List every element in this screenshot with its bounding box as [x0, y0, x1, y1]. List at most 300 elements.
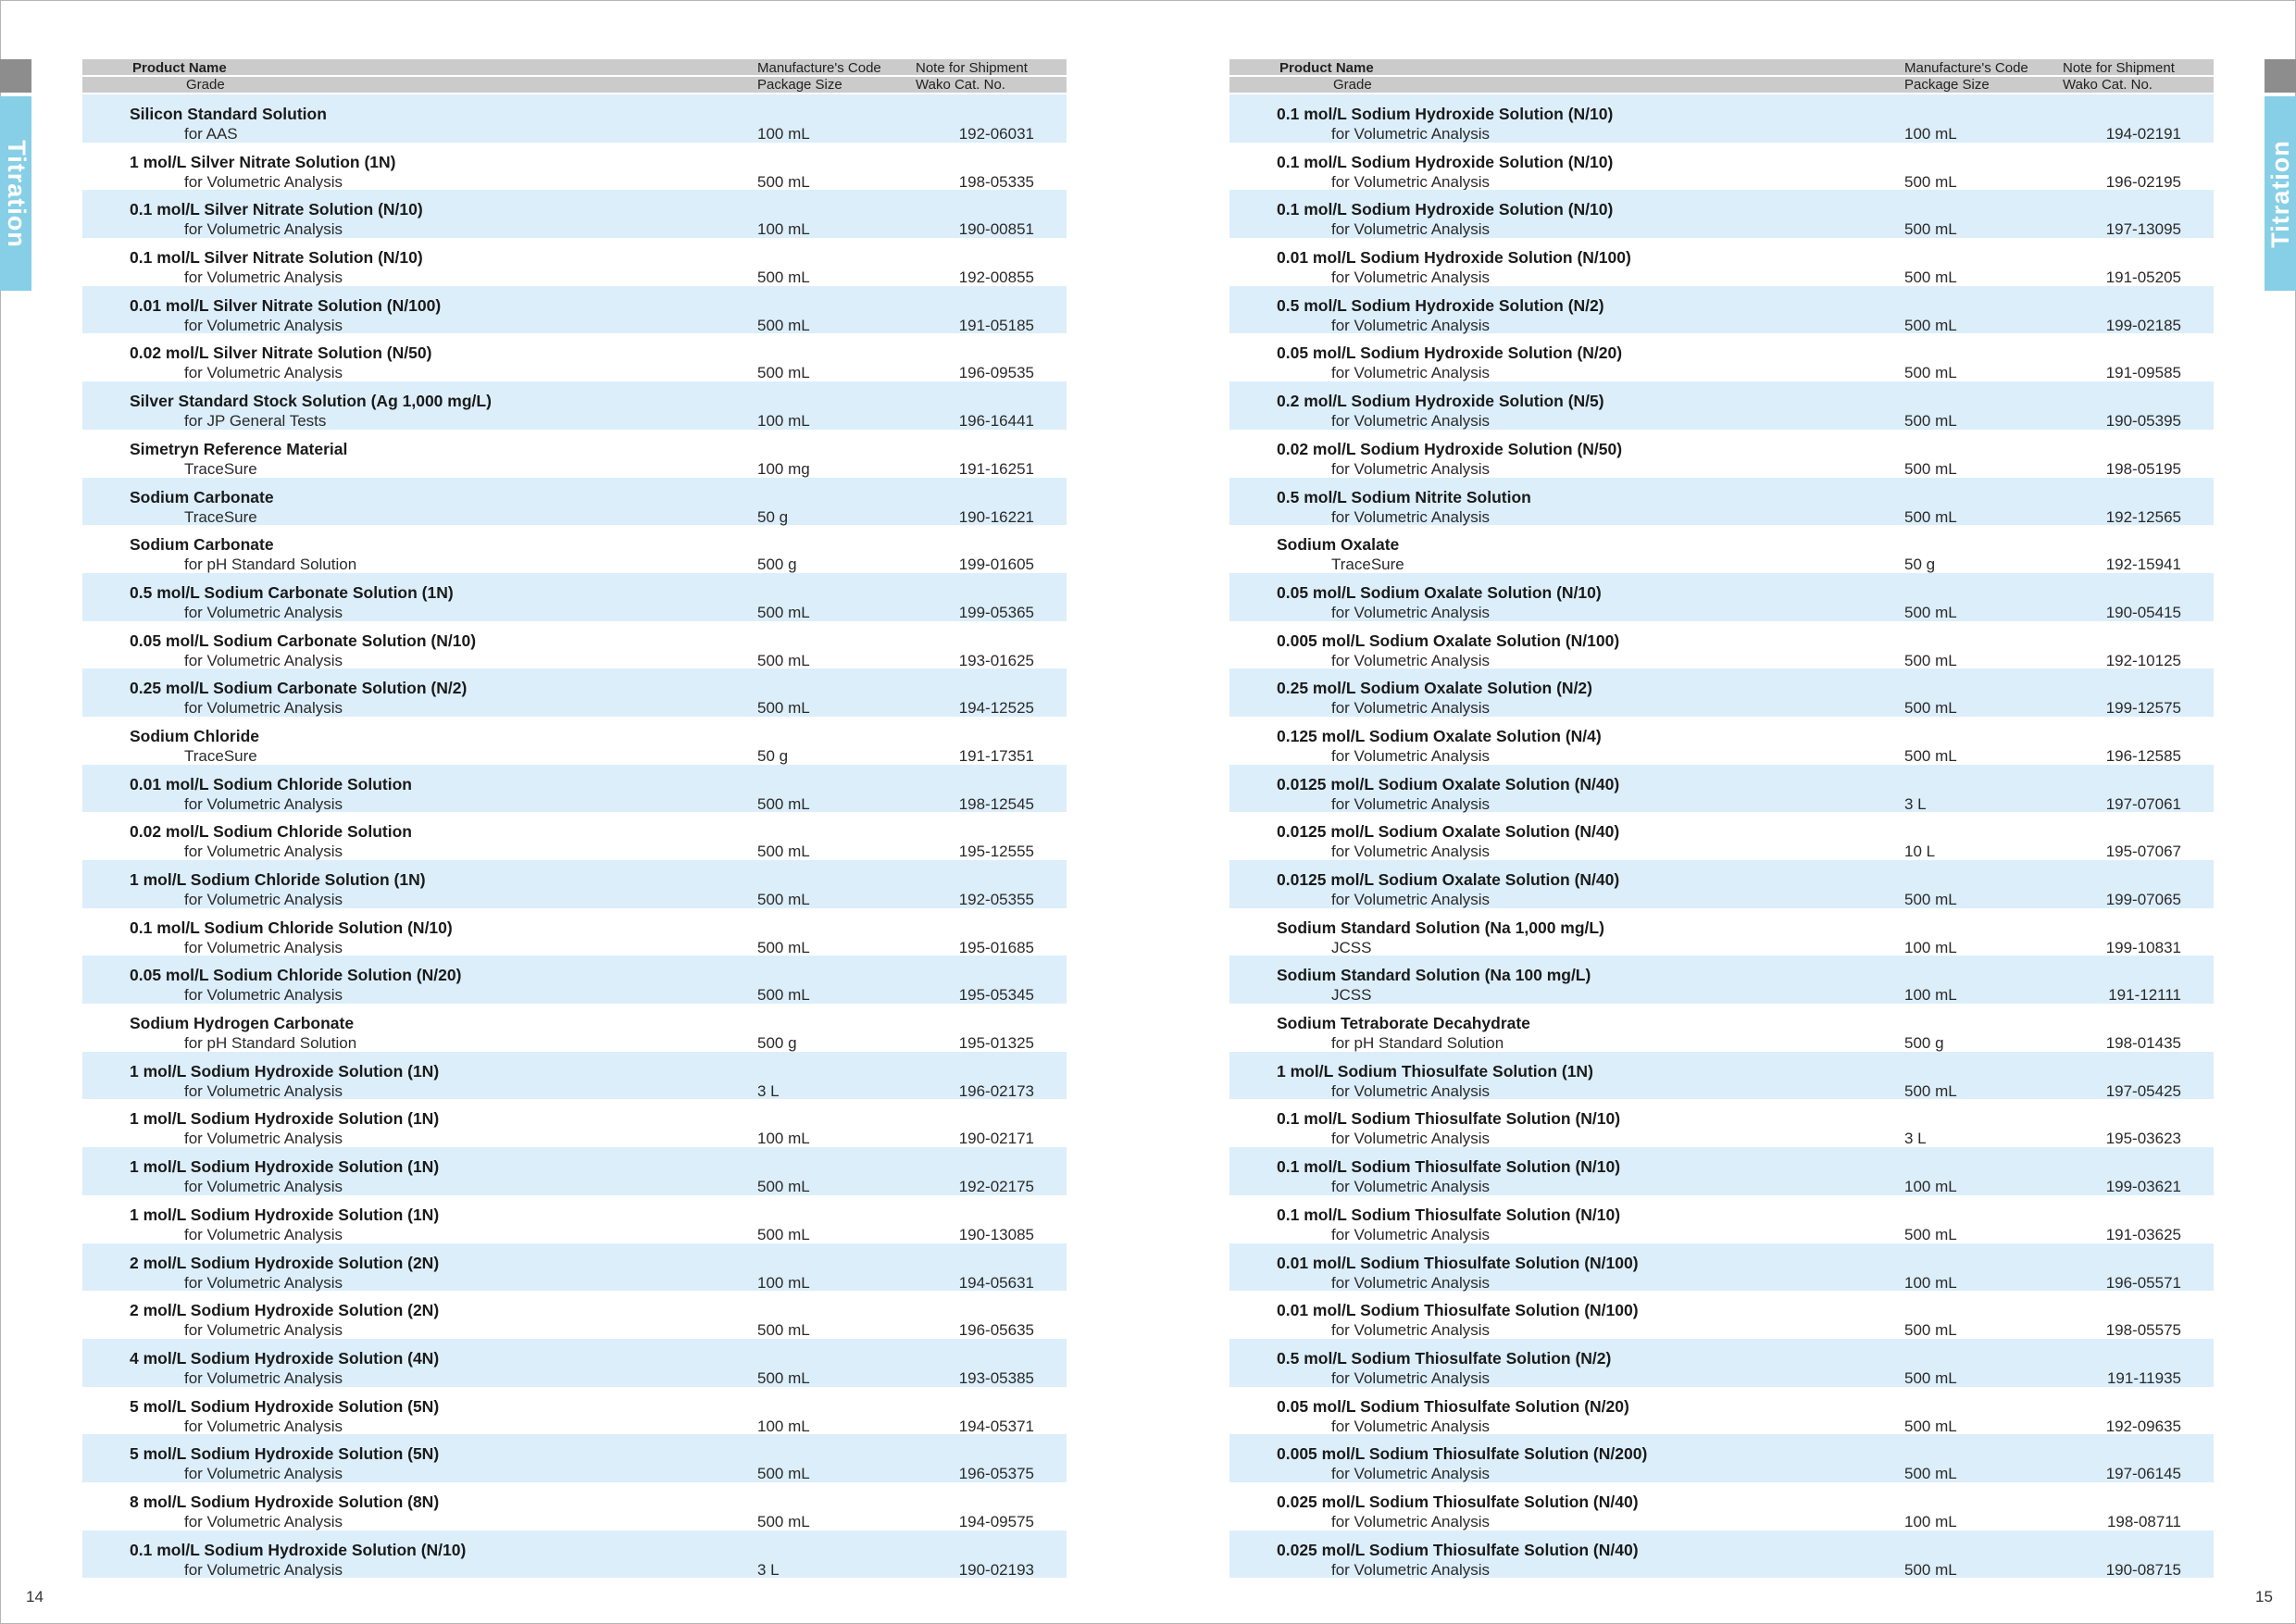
table-row — [1229, 333, 2214, 381]
product-name: 0.01 mol/L Sodium Thiosulfate Solution (N/100) — [1277, 1253, 1639, 1272]
product-grade: for Volumetric Analysis — [184, 1368, 343, 1387]
cat-no: 198-12545 — [958, 794, 1034, 813]
right-product-table — [1229, 59, 2214, 1578]
package-size: 100 mL — [1904, 125, 1957, 143]
package-size: 500 mL — [1904, 746, 1957, 765]
product-name: 0.02 mol/L Sodium Hydroxide Solution (N/50) — [1277, 439, 1623, 458]
table-row — [1229, 1099, 2214, 1147]
table-row — [1229, 1387, 2214, 1435]
table-row — [1229, 1147, 2214, 1195]
cat-no: 197-07061 — [2105, 794, 2181, 813]
package-size: 100 mL — [757, 1273, 810, 1292]
product-name: 0.25 mol/L Sodium Carbonate Solution (N/2) — [130, 679, 468, 698]
product-grade: for pH Standard Solution — [1331, 1034, 1504, 1053]
product-name: Simetryn Reference Material — [130, 439, 348, 458]
product-grade: for Volumetric Analysis — [184, 794, 343, 813]
product-grade: for Volumetric Analysis — [184, 220, 343, 239]
cat-no: 191-03625 — [2105, 1225, 2181, 1243]
left-table-body — [82, 94, 1067, 1578]
product-grade: for Volumetric Analysis — [1331, 316, 1491, 334]
package-size: 500 mL — [1904, 1368, 1957, 1387]
left-product-table — [82, 59, 1067, 1578]
package-size: 500 mL — [757, 1321, 810, 1340]
table-row — [82, 190, 1067, 238]
right-table-header — [1229, 59, 2214, 94]
cat-no: 190-00851 — [958, 220, 1034, 239]
product-grade: for Volumetric Analysis — [184, 986, 343, 1005]
header-note-for-shipment: Note for Shipment — [916, 60, 1028, 76]
product-grade: for Volumetric Analysis — [1331, 1512, 1491, 1530]
cat-no: 191-17351 — [958, 746, 1034, 765]
table-row — [82, 525, 1067, 573]
product-name: Sodium Standard Solution (Na 1,000 mg/L) — [1277, 918, 1604, 937]
product-name: 1 mol/L Sodium Hydroxide Solution (1N) — [130, 1157, 440, 1177]
package-size: 500 mL — [757, 794, 810, 813]
cat-no: 191-05185 — [958, 316, 1034, 334]
product-grade: for pH Standard Solution — [184, 1034, 357, 1053]
cat-no: 192-09635 — [2105, 1417, 2181, 1435]
product-name: 0.0125 mol/L Sodium Oxalate Solution (N/40) — [1277, 822, 1620, 842]
table-row — [82, 956, 1067, 1004]
header-cat-no: Wako Cat. No. — [2063, 77, 2152, 93]
product-grade: for pH Standard Solution — [184, 556, 357, 574]
table-row — [1229, 717, 2214, 765]
package-size: 500 mL — [1904, 1225, 1957, 1243]
package-size: 500 mL — [757, 891, 810, 908]
package-size: 100 mL — [757, 1417, 810, 1435]
product-grade: for Volumetric Analysis — [1331, 1560, 1491, 1579]
table-row — [82, 1243, 1067, 1292]
package-size: 500 mL — [757, 1225, 810, 1243]
table-row — [1229, 190, 2214, 238]
table-row — [1229, 238, 2214, 286]
table-row — [1229, 621, 2214, 669]
product-grade: TraceSure — [184, 507, 257, 526]
package-size: 500 mL — [757, 316, 810, 334]
product-grade: for Volumetric Analysis — [1331, 794, 1491, 813]
cat-no: 195-07067 — [2105, 843, 2181, 861]
cat-no: 191-12111 — [2108, 986, 2181, 1005]
cat-no: 195-01325 — [958, 1034, 1034, 1053]
cat-no: 190-16221 — [958, 507, 1034, 526]
product-grade: for Volumetric Analysis — [184, 269, 343, 287]
product-grade: for Volumetric Analysis — [1331, 172, 1491, 191]
table-row — [82, 1482, 1067, 1530]
header-product-name: Product Name — [1279, 60, 1374, 76]
table-row — [82, 908, 1067, 956]
product-name: 1 mol/L Sodium Hydroxide Solution (1N) — [130, 1109, 440, 1129]
table-row — [82, 1099, 1067, 1147]
cat-no: 192-00855 — [958, 269, 1034, 287]
cat-no: 190-05415 — [2105, 603, 2181, 621]
package-size: 100 mL — [1904, 1273, 1957, 1292]
product-grade: for Volumetric Analysis — [184, 843, 343, 861]
package-size: 500 mL — [1904, 1081, 1957, 1100]
package-size: 500 mL — [757, 172, 810, 191]
cat-no: 190-08715 — [2105, 1560, 2181, 1579]
table-row — [82, 286, 1067, 334]
product-grade: for Volumetric Analysis — [1331, 891, 1491, 908]
left-table-header — [82, 59, 1067, 94]
product-grade: for Volumetric Analysis — [184, 1560, 343, 1579]
cat-no: 198-05575 — [2105, 1321, 2181, 1340]
cat-no: 192-12565 — [2105, 507, 2181, 526]
package-size: 500 mL — [1904, 507, 1957, 526]
product-name: 0.02 mol/L Silver Nitrate Solution (N/50) — [130, 344, 432, 363]
table-row — [82, 238, 1067, 286]
cat-no: 194-12525 — [958, 699, 1034, 718]
product-grade: for JP General Tests — [184, 412, 327, 431]
cat-no: 194-09575 — [958, 1512, 1034, 1530]
table-row — [1229, 143, 2214, 191]
cat-no: 198-05195 — [2105, 459, 2181, 478]
package-size: 100 mL — [757, 220, 810, 239]
table-row — [82, 1004, 1067, 1052]
package-size: 3 L — [757, 1560, 780, 1579]
package-size: 50 g — [757, 746, 789, 765]
cat-no: 193-05385 — [958, 1368, 1034, 1387]
table-row — [82, 1052, 1067, 1100]
package-size: 500 mL — [1904, 651, 1957, 669]
product-grade: for Volumetric Analysis — [1331, 1465, 1491, 1483]
product-name: 0.1 mol/L Sodium Hydroxide Solution (N/10) — [1277, 200, 1614, 219]
table-row — [1229, 1482, 2214, 1530]
package-size: 500 mL — [1904, 220, 1957, 239]
table-row — [1229, 1195, 2214, 1243]
product-grade: for Volumetric Analysis — [1331, 220, 1491, 239]
product-grade: for Volumetric Analysis — [1331, 507, 1491, 526]
header-manufacturer-code: Manufacture's Code — [757, 60, 881, 76]
table-row — [82, 765, 1067, 813]
product-grade: for Volumetric Analysis — [1331, 1321, 1491, 1340]
product-grade: for Volumetric Analysis — [1331, 1368, 1491, 1387]
package-size: 500 mL — [1904, 1560, 1957, 1579]
table-row — [1229, 94, 2214, 143]
product-name: 1 mol/L Sodium Hydroxide Solution (1N) — [130, 1205, 440, 1224]
package-size: 500 mL — [1904, 699, 1957, 718]
package-size: 100 mg — [757, 459, 810, 478]
page-number-left: 14 — [26, 1588, 44, 1605]
product-name: 0.1 mol/L Sodium Hydroxide Solution (N/10) — [1277, 105, 1614, 123]
cat-no: 194-05631 — [958, 1273, 1034, 1292]
product-name: 0.1 mol/L Silver Nitrate Solution (N/10) — [130, 200, 423, 219]
cat-no: 190-02193 — [958, 1560, 1034, 1579]
table-row — [1229, 1004, 2214, 1052]
cat-no: 191-09585 — [2105, 364, 2181, 382]
product-grade: for Volumetric Analysis — [184, 1417, 343, 1435]
package-size: 500 mL — [757, 603, 810, 621]
product-grade: for Volumetric Analysis — [184, 1130, 343, 1148]
product-grade: JCSS — [1331, 986, 1372, 1005]
table-row — [1229, 525, 2214, 573]
product-name: 0.025 mol/L Sodium Thiosulfate Solution (N/40) — [1277, 1540, 1639, 1559]
product-name: 0.5 mol/L Sodium Carbonate Solution (1N) — [130, 582, 454, 602]
product-grade: for Volumetric Analysis — [184, 1512, 343, 1530]
table-row — [1229, 1530, 2214, 1579]
left-section-tab — [0, 96, 31, 291]
product-grade: for Volumetric Analysis — [1331, 459, 1491, 478]
cat-no: 199-10831 — [2105, 938, 2181, 956]
product-name: 0.1 mol/L Sodium Hydroxide Solution (N/10) — [1277, 152, 1614, 171]
cat-no: 192-05355 — [958, 891, 1034, 908]
left-section-tab-label: Titration — [2, 139, 31, 248]
package-size: 100 mL — [757, 125, 810, 143]
product-name: 0.01 mol/L Sodium Chloride Solution — [130, 774, 412, 793]
table-row — [82, 1147, 1067, 1195]
cat-no: 190-02171 — [958, 1130, 1034, 1148]
product-grade: for Volumetric Analysis — [184, 1273, 343, 1292]
cat-no: 199-07065 — [2105, 891, 2181, 908]
cat-no: 199-12575 — [2105, 699, 2181, 718]
product-name: Sodium Hydrogen Carbonate — [130, 1014, 355, 1033]
cat-no: 198-08711 — [2106, 1512, 2181, 1530]
table-row — [1229, 812, 2214, 860]
package-size: 500 mL — [757, 1512, 810, 1530]
right-gray-marker — [2265, 59, 2296, 93]
table-row — [82, 573, 1067, 621]
product-grade: for Volumetric Analysis — [184, 172, 343, 191]
table-row — [82, 1339, 1067, 1387]
header-package-size: Package Size — [1904, 77, 1990, 93]
product-name: 0.1 mol/L Sodium Hydroxide Solution (N/10) — [130, 1540, 467, 1559]
package-size: 500 mL — [757, 364, 810, 382]
product-name: 0.01 mol/L Sodium Hydroxide Solution (N/100) — [1277, 248, 1631, 268]
package-size: 500 mL — [757, 269, 810, 287]
package-size: 500 g — [757, 1034, 797, 1053]
product-name: 1 mol/L Sodium Hydroxide Solution (1N) — [130, 1061, 440, 1081]
product-grade: for Volumetric Analysis — [1331, 1417, 1491, 1435]
table-row — [1229, 430, 2214, 478]
product-name: Sodium Chloride — [130, 726, 259, 745]
product-name: 0.5 mol/L Sodium Nitrite Solution — [1277, 487, 1531, 506]
cat-no: 198-01435 — [2105, 1034, 2181, 1053]
table-row — [1229, 1434, 2214, 1482]
product-name: 0.5 mol/L Sodium Hydroxide Solution (N/2) — [1277, 295, 1604, 315]
table-row — [1229, 478, 2214, 526]
product-grade: TraceSure — [184, 746, 257, 765]
product-grade: for Volumetric Analysis — [184, 1081, 343, 1100]
package-size: 500 mL — [757, 843, 810, 861]
product-grade: for Volumetric Analysis — [1331, 1225, 1491, 1243]
product-name: 0.125 mol/L Sodium Oxalate Solution (N/4) — [1277, 726, 1602, 745]
table-row — [1229, 381, 2214, 430]
package-size: 500 mL — [1904, 1417, 1957, 1435]
product-name: Sodium Oxalate — [1277, 535, 1400, 555]
product-grade: for Volumetric Analysis — [1331, 1273, 1491, 1292]
cat-no: 196-02173 — [958, 1081, 1034, 1100]
cat-no: 192-06031 — [958, 125, 1034, 143]
table-row — [1229, 1291, 2214, 1339]
product-name: 1 mol/L Sodium Thiosulfate Solution (1N) — [1277, 1061, 1593, 1081]
product-name: 0.05 mol/L Sodium Hydroxide Solution (N/20) — [1277, 344, 1623, 363]
cat-no: 191-16251 — [958, 459, 1034, 478]
package-size: 500 mL — [1904, 412, 1957, 431]
product-name: Silicon Standard Solution — [130, 105, 327, 123]
product-name: 0.01 mol/L Sodium Thiosulfate Solution (N/100) — [1277, 1301, 1639, 1320]
package-size: 50 g — [1904, 556, 1936, 574]
product-name: 8 mol/L Sodium Hydroxide Solution (8N) — [130, 1492, 440, 1511]
header-grade: Grade — [1333, 77, 1372, 93]
table-row — [1229, 573, 2214, 621]
product-grade: for Volumetric Analysis — [1331, 125, 1491, 143]
cat-no: 199-01605 — [958, 556, 1034, 574]
package-size: 500 mL — [1904, 1465, 1957, 1483]
product-name: 1 mol/L Sodium Chloride Solution (1N) — [130, 870, 426, 889]
table-row — [82, 860, 1067, 908]
table-row — [82, 1195, 1067, 1243]
product-grade: TraceSure — [184, 459, 257, 478]
table-row — [1229, 668, 2214, 717]
header-manufacturer-code: Manufacture's Code — [1904, 60, 2028, 76]
table-row — [1229, 860, 2214, 908]
product-name: 0.1 mol/L Sodium Thiosulfate Solution (N/10) — [1277, 1109, 1621, 1129]
product-name: Sodium Carbonate — [130, 535, 274, 555]
cat-no: 197-05425 — [2105, 1081, 2181, 1100]
right-table-body — [1229, 94, 2214, 1578]
product-grade: for Volumetric Analysis — [184, 364, 343, 382]
package-size: 3 L — [1904, 794, 1927, 813]
cat-no: 196-16441 — [958, 412, 1034, 431]
cat-no: 191-05205 — [2105, 269, 2181, 287]
product-grade: JCSS — [1331, 938, 1372, 956]
cat-no: 196-05635 — [958, 1321, 1034, 1340]
product-name: Sodium Tetraborate Decahydrate — [1277, 1014, 1530, 1033]
cat-no: 192-15941 — [2105, 556, 2181, 574]
product-name: 0.005 mol/L Sodium Oxalate Solution (N/100) — [1277, 631, 1620, 650]
table-row — [82, 94, 1067, 143]
cat-no: 196-05375 — [958, 1465, 1034, 1483]
package-size: 50 g — [757, 507, 789, 526]
product-name: 0.1 mol/L Sodium Thiosulfate Solution (N/10) — [1277, 1157, 1621, 1177]
product-name: 0.01 mol/L Silver Nitrate Solution (N/100) — [130, 295, 442, 315]
right-section-tab — [2265, 96, 2296, 291]
product-grade: for Volumetric Analysis — [1331, 1178, 1491, 1196]
table-row — [82, 812, 1067, 860]
cat-no: 190-13085 — [958, 1225, 1034, 1243]
cat-no: 195-01685 — [958, 938, 1034, 956]
product-grade: for Volumetric Analysis — [1331, 746, 1491, 765]
product-name: 1 mol/L Silver Nitrate Solution (1N) — [130, 152, 396, 171]
package-size: 3 L — [1904, 1130, 1927, 1148]
package-size: 10 L — [1904, 843, 1936, 861]
table-row — [82, 668, 1067, 717]
cat-no: 192-02175 — [958, 1178, 1034, 1196]
product-grade: for Volumetric Analysis — [1331, 1081, 1491, 1100]
product-grade: for Volumetric Analysis — [184, 891, 343, 908]
table-row — [82, 1291, 1067, 1339]
package-size: 100 mL — [1904, 938, 1957, 956]
package-size: 500 mL — [1904, 603, 1957, 621]
cat-no: 194-05371 — [958, 1417, 1034, 1435]
product-grade: for Volumetric Analysis — [184, 651, 343, 669]
table-row — [82, 143, 1067, 191]
table-row — [82, 478, 1067, 526]
table-row — [82, 333, 1067, 381]
product-grade: for Volumetric Analysis — [1331, 651, 1491, 669]
table-row — [82, 430, 1067, 478]
table-row — [82, 621, 1067, 669]
cat-no: 196-05571 — [2105, 1273, 2181, 1292]
product-name: 0.0125 mol/L Sodium Oxalate Solution (N/40) — [1277, 774, 1620, 793]
package-size: 100 mL — [1904, 986, 1957, 1005]
left-gray-marker — [0, 59, 31, 93]
product-name: 0.1 mol/L Sodium Chloride Solution (N/10) — [130, 918, 453, 937]
product-grade: for Volumetric Analysis — [184, 1225, 343, 1243]
package-size: 500 mL — [757, 938, 810, 956]
header-product-name: Product Name — [132, 60, 227, 76]
product-name: 0.1 mol/L Silver Nitrate Solution (N/10) — [130, 248, 423, 268]
product-grade: for Volumetric Analysis — [1331, 1130, 1491, 1148]
product-name: 0.1 mol/L Sodium Thiosulfate Solution (N/10) — [1277, 1205, 1621, 1224]
package-size: 500 mL — [1904, 364, 1957, 382]
package-size: 500 mL — [757, 699, 810, 718]
table-row — [82, 1530, 1067, 1579]
cat-no: 199-03621 — [2105, 1178, 2181, 1196]
package-size: 100 mL — [757, 412, 810, 431]
package-size: 500 mL — [757, 1465, 810, 1483]
product-name: 0.02 mol/L Sodium Chloride Solution — [130, 822, 412, 842]
right-section-tab-label: Titration — [2265, 139, 2294, 248]
package-size: 500 mL — [1904, 172, 1957, 191]
page-number-right: 15 — [2255, 1588, 2273, 1605]
header-cat-no: Wako Cat. No. — [916, 77, 1005, 93]
product-name: 0.0125 mol/L Sodium Oxalate Solution (N/40) — [1277, 870, 1620, 889]
product-grade: for Volumetric Analysis — [184, 938, 343, 956]
product-name: 5 mol/L Sodium Hydroxide Solution (5N) — [130, 1444, 440, 1464]
cat-no: 196-02195 — [2105, 172, 2181, 191]
table-row — [1229, 1052, 2214, 1100]
product-name: 0.05 mol/L Sodium Oxalate Solution (N/10) — [1277, 582, 1602, 602]
product-grade: for Volumetric Analysis — [184, 316, 343, 334]
product-name: 0.05 mol/L Sodium Carbonate Solution (N/10) — [130, 631, 477, 650]
product-name: 4 mol/L Sodium Hydroxide Solution (4N) — [130, 1348, 440, 1368]
table-row — [1229, 956, 2214, 1004]
cat-no: 195-12555 — [958, 843, 1034, 861]
product-name: 0.005 mol/L Sodium Thiosulfate Solution (N/200) — [1277, 1444, 1648, 1464]
product-grade: for Volumetric Analysis — [184, 1321, 343, 1340]
cat-no: 190-05395 — [2105, 412, 2181, 431]
package-size: 500 mL — [1904, 459, 1957, 478]
cat-no: 193-01625 — [958, 651, 1034, 669]
product-grade: for Volumetric Analysis — [1331, 269, 1491, 287]
package-size: 500 g — [757, 556, 797, 574]
product-grade: for AAS — [184, 125, 238, 143]
product-grade: TraceSure — [1331, 556, 1404, 574]
product-grade: for Volumetric Analysis — [184, 699, 343, 718]
package-size: 500 mL — [757, 651, 810, 669]
product-name: 2 mol/L Sodium Hydroxide Solution (2N) — [130, 1301, 440, 1320]
package-size: 500 mL — [757, 986, 810, 1005]
table-row — [82, 1434, 1067, 1482]
package-size: 100 mL — [757, 1130, 810, 1148]
header-note-for-shipment: Note for Shipment — [2063, 60, 2175, 76]
product-name: 0.05 mol/L Sodium Chloride Solution (N/20) — [130, 966, 462, 985]
package-size: 500 mL — [1904, 269, 1957, 287]
table-row — [1229, 1243, 2214, 1292]
product-name: Sodium Standard Solution (Na 100 mg/L) — [1277, 966, 1591, 985]
cat-no: 196-09535 — [958, 364, 1034, 382]
package-size: 3 L — [757, 1081, 780, 1100]
package-size: 500 mL — [757, 1178, 810, 1196]
product-name: Sodium Carbonate — [130, 487, 274, 506]
product-name: 2 mol/L Sodium Hydroxide Solution (2N) — [130, 1253, 440, 1272]
product-name: Silver Standard Stock Solution (Ag 1,000 mg/L) — [130, 392, 492, 411]
product-name: 0.2 mol/L Sodium Hydroxide Solution (N/5) — [1277, 392, 1604, 411]
header-package-size: Package Size — [757, 77, 842, 93]
package-size: 500 mL — [1904, 316, 1957, 334]
table-row — [1229, 908, 2214, 956]
product-grade: for Volumetric Analysis — [1331, 364, 1491, 382]
